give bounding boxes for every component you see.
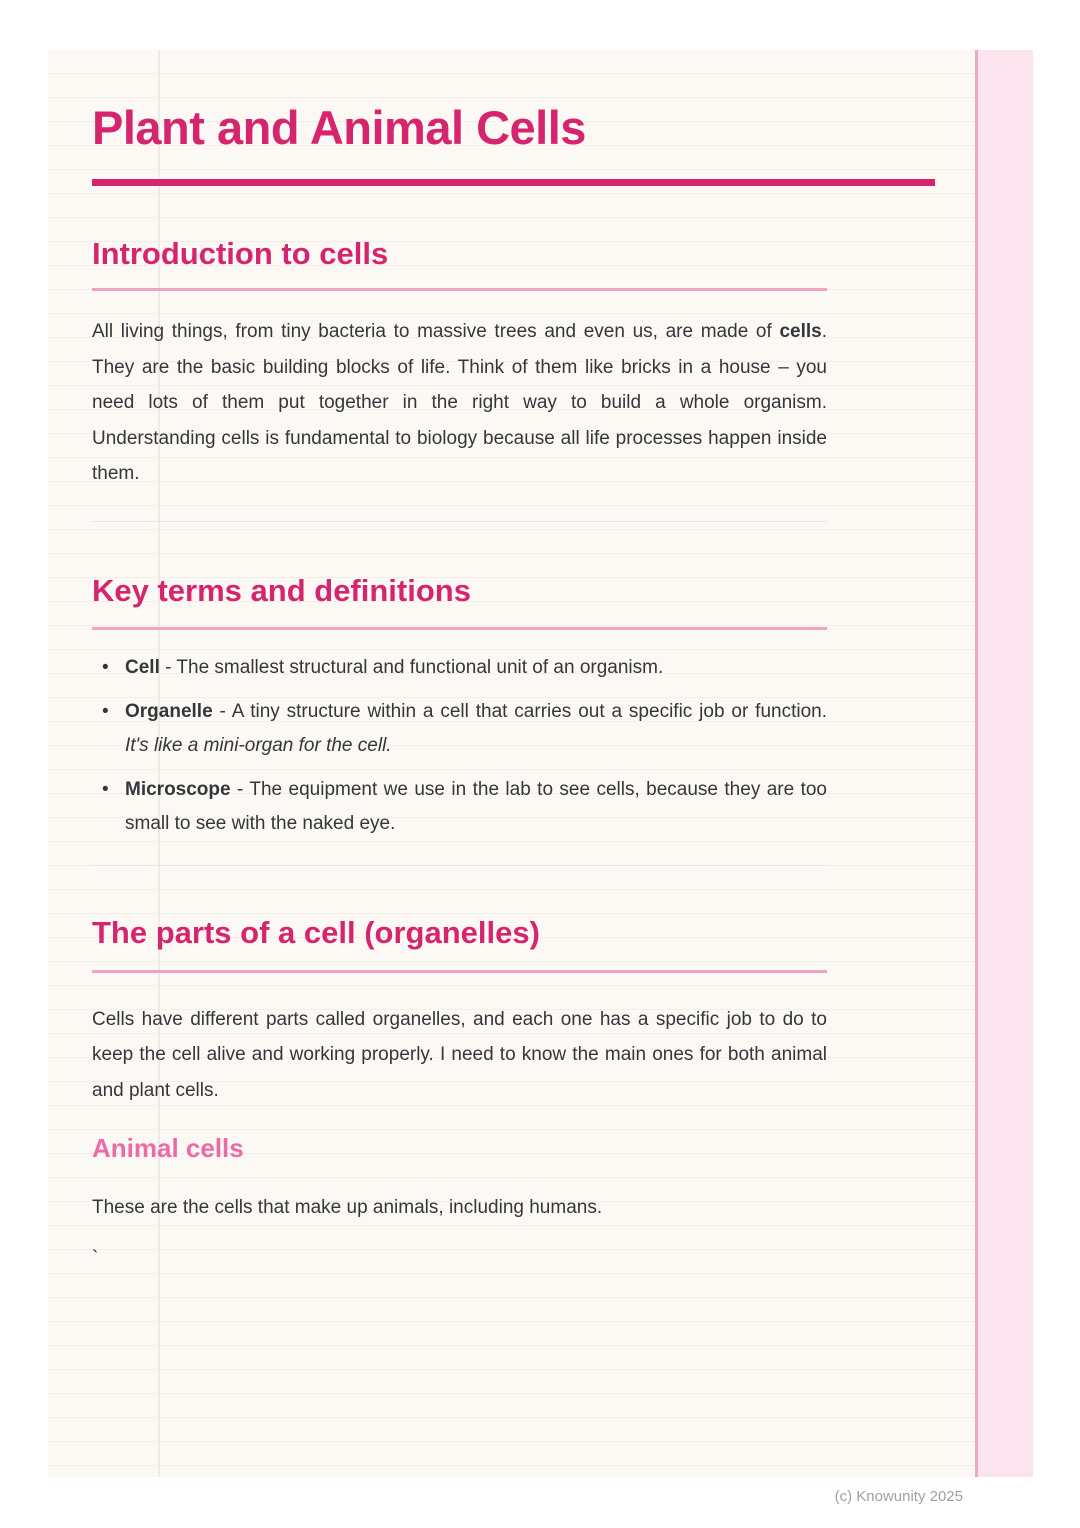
section-heading-underline [92, 288, 827, 291]
section-parts-of-cell [92, 913, 935, 1277]
stray-backtick-text: ` [92, 1247, 99, 1269]
term-label: Cell [125, 656, 160, 678]
notes-page [48, 50, 1033, 1505]
term-definition: - A tiny structure within a cell that carries out a specific job or function. It's like a mini-organ for the cell. [125, 700, 827, 756]
page-edge-strip [975, 50, 1033, 1477]
list-item-organelle [92, 695, 827, 763]
term-label: Organelle [125, 700, 213, 722]
section-heading-parts: The parts of a cell (organelles) [92, 914, 540, 950]
subsection-heading-animal-cells: Animal cells [92, 1133, 244, 1163]
section-divider [92, 865, 827, 866]
list-item-microscope [92, 773, 827, 841]
term-label: Microscope [125, 778, 231, 800]
term-definition: - The smallest structural and functional unit of an organism. [159, 656, 664, 678]
bullet-icon: • [102, 656, 109, 678]
page-title: Plant and Animal Cells [92, 101, 586, 154]
section-key-terms [92, 571, 935, 841]
animal-cells-paragraph: These are the cells that make up animals, including humans. [92, 1197, 603, 1218]
section-heading-underline [92, 970, 827, 973]
term-definition: - The equipment we use in the lab to see cells, because they are too small to see with the naked eye. [125, 778, 827, 834]
bullet-icon: • [102, 778, 109, 800]
title-rule [92, 179, 935, 186]
section-divider [92, 521, 827, 522]
key-terms-list [92, 651, 827, 841]
introduction-paragraph: All living things, from tiny bacteria to massive trees and even us, are made of cells. They are the basic building blocks of life. Think of them like bricks in a house – you need lots of them put together in the right way to build a whole organism. Understanding cells is fundamental to biology because all life processes happen inside them. [92, 321, 827, 484]
parts-paragraph: Cells have different parts called organelles, and each one has a specific job to do to keep the cell alive and working properly. I need to know the main ones for both animal and plant cells. [92, 1008, 827, 1101]
section-heading-key-terms: Key terms and definitions [92, 572, 471, 608]
section-heading-underline [92, 627, 827, 630]
list-item-cell [92, 651, 827, 685]
copyright-footer: (c) Knowunity 2025 [834, 1488, 963, 1505]
bullet-icon: • [102, 700, 109, 722]
page-content [92, 50, 935, 1276]
section-introduction [92, 234, 935, 492]
section-heading-introduction: Introduction to cells [92, 236, 389, 271]
